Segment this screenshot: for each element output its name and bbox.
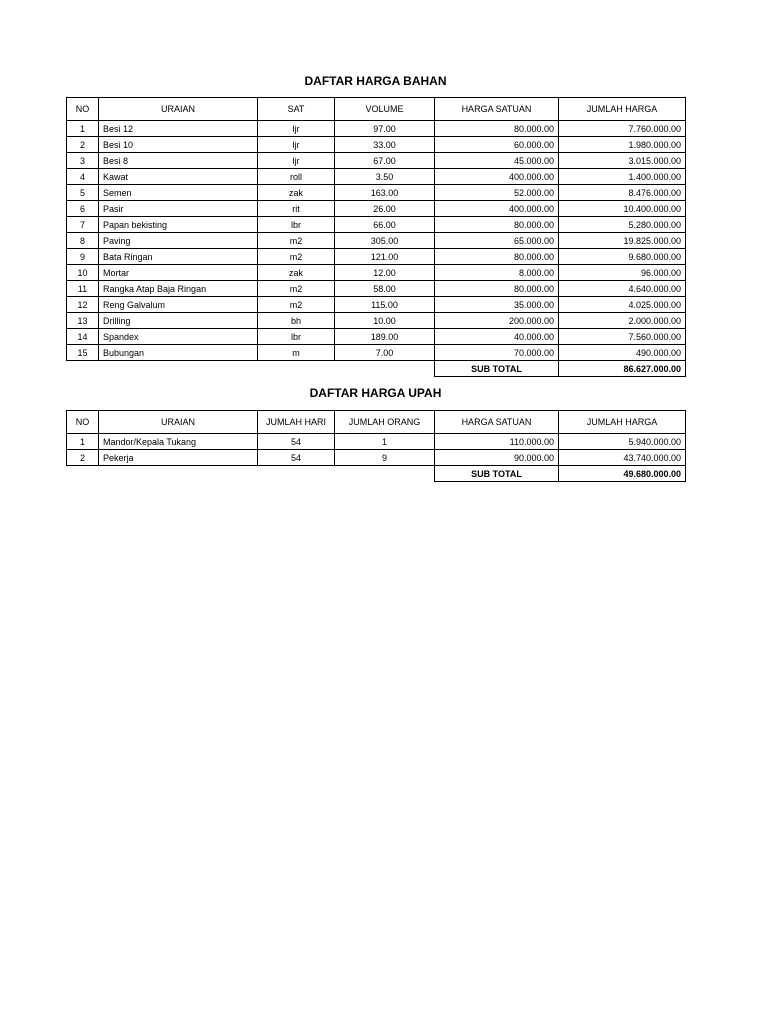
cell-volume: 121.00: [335, 249, 435, 265]
cell-harga-satuan: 80.000.00: [435, 121, 559, 137]
cell-jumlah-harga: 3.015.000.00: [559, 153, 686, 169]
cell-sat: zak: [258, 185, 335, 201]
cell-no: 10: [67, 265, 99, 281]
cell-jumlah-orang: 1: [335, 434, 435, 450]
cell-no: 2: [67, 137, 99, 153]
cell-no: 5: [67, 185, 99, 201]
upah-subtotal-row: [67, 466, 686, 482]
header-uraian: URAIAN: [99, 98, 258, 121]
cell-volume: 66.00: [335, 217, 435, 233]
header-no: NO: [67, 98, 99, 121]
cell-uraian: Kawat: [99, 169, 258, 185]
bahan-subtotal-row: [67, 361, 686, 377]
table-row: [67, 217, 686, 233]
subtotal-value: 49.680.000.00: [559, 466, 686, 482]
cell-uraian: Papan bekisting: [99, 217, 258, 233]
cell-uraian: Bata Ringan: [99, 249, 258, 265]
cell-uraian: Besi 12: [99, 121, 258, 137]
table-row: [67, 265, 686, 281]
subtotal-value: 86.627.000.00: [559, 361, 686, 377]
cell-volume: 26.00: [335, 201, 435, 217]
cell-no: 11: [67, 281, 99, 297]
cell-jumlah-harga: 4.025.000.00: [559, 297, 686, 313]
cell-sat: ljr: [258, 137, 335, 153]
table-row: [67, 313, 686, 329]
cell-jumlah-harga: 2.000.000.00: [559, 313, 686, 329]
cell-no: 7: [67, 217, 99, 233]
cell-jumlah-harga: 5.940.000.00: [559, 434, 686, 450]
cell-no: 1: [67, 434, 99, 450]
table-row: [67, 434, 686, 450]
cell-jumlah-hari: 54: [258, 434, 335, 450]
cell-volume: 97.00: [335, 121, 435, 137]
cell-jumlah-harga: 490.000.00: [559, 345, 686, 361]
cell-harga-satuan: 52.000.00: [435, 185, 559, 201]
cell-jumlah-harga: 4.640.000.00: [559, 281, 686, 297]
cell-no: 1: [67, 121, 99, 137]
cell-no: 8: [67, 233, 99, 249]
cell-volume: 115.00: [335, 297, 435, 313]
cell-harga-satuan: 60.000.00: [435, 137, 559, 153]
table-row: [67, 201, 686, 217]
cell-uraian: Besi 10: [99, 137, 258, 153]
upah-table: [66, 410, 686, 482]
bahan-header-row: [67, 98, 686, 121]
table-row: [67, 121, 686, 137]
cell-harga-satuan: 35.000.00: [435, 297, 559, 313]
header-uraian: URAIAN: [99, 411, 258, 434]
cell-volume: 58.00: [335, 281, 435, 297]
cell-volume: 12.00: [335, 265, 435, 281]
cell-harga-satuan: 400.000.00: [435, 201, 559, 217]
header-jumlah-hari: JUMLAH HARI: [258, 411, 335, 434]
table-row: [67, 345, 686, 361]
cell-volume: 163.00: [335, 185, 435, 201]
cell-jumlah-harga: 5.280.000.00: [559, 217, 686, 233]
header-jumlah-orang: JUMLAH ORANG: [335, 411, 435, 434]
table-row: [67, 249, 686, 265]
cell-harga-satuan: 40.000.00: [435, 329, 559, 345]
cell-jumlah-orang: 9: [335, 450, 435, 466]
cell-sat: m2: [258, 281, 335, 297]
cell-no: 14: [67, 329, 99, 345]
cell-volume: 189.00: [335, 329, 435, 345]
cell-uraian: Drilling: [99, 313, 258, 329]
table-row: [67, 169, 686, 185]
cell-uraian: Mandor/Kepala Tukang: [99, 434, 258, 450]
header-harga-satuan: HARGA SATUAN: [435, 98, 559, 121]
bahan-table: [66, 97, 686, 377]
table-row: [67, 153, 686, 169]
cell-harga-satuan: 80.000.00: [435, 281, 559, 297]
cell-sat: lbr: [258, 329, 335, 345]
cell-uraian: Mortar: [99, 265, 258, 281]
cell-no: 3: [67, 153, 99, 169]
cell-no: 13: [67, 313, 99, 329]
cell-harga-satuan: 90.000.00: [435, 450, 559, 466]
cell-uraian: Pasir: [99, 201, 258, 217]
cell-jumlah-harga: 7.760.000.00: [559, 121, 686, 137]
cell-harga-satuan: 200.000.00: [435, 313, 559, 329]
cell-jumlah-harga: 8.476.000.00: [559, 185, 686, 201]
cell-harga-satuan: 8.000.00: [435, 265, 559, 281]
cell-volume: 305.00: [335, 233, 435, 249]
cell-sat: rit: [258, 201, 335, 217]
table-row: [67, 297, 686, 313]
cell-jumlah-hari: 54: [258, 450, 335, 466]
cell-uraian: Spandex: [99, 329, 258, 345]
cell-jumlah-harga: 96.000.00: [559, 265, 686, 281]
cell-volume: 10.00: [335, 313, 435, 329]
cell-harga-satuan: 80.000.00: [435, 217, 559, 233]
cell-sat: roll: [258, 169, 335, 185]
header-jumlah-harga: JUMLAH HARGA: [559, 411, 686, 434]
cell-no: 12: [67, 297, 99, 313]
header-no: NO: [67, 411, 99, 434]
cell-sat: lbr: [258, 217, 335, 233]
cell-harga-satuan: 70.000.00: [435, 345, 559, 361]
cell-harga-satuan: 45.000.00: [435, 153, 559, 169]
cell-uraian: Rangka Atap Baja Ringan: [99, 281, 258, 297]
cell-no: 4: [67, 169, 99, 185]
cell-sat: m2: [258, 297, 335, 313]
header-sat: SAT: [258, 98, 335, 121]
cell-sat: bh: [258, 313, 335, 329]
cell-jumlah-harga: 10.400.000.00: [559, 201, 686, 217]
cell-harga-satuan: 110.000.00: [435, 434, 559, 450]
cell-jumlah-harga: 19.825.000.00: [559, 233, 686, 249]
cell-uraian: Bubungan: [99, 345, 258, 361]
cell-harga-satuan: 65.000.00: [435, 233, 559, 249]
cell-sat: ljr: [258, 153, 335, 169]
cell-sat: m2: [258, 233, 335, 249]
cell-uraian: Pekerja: [99, 450, 258, 466]
table-row: [67, 281, 686, 297]
cell-no: 9: [67, 249, 99, 265]
cell-no: 6: [67, 201, 99, 217]
subtotal-label: SUB TOTAL: [435, 466, 559, 482]
bahan-title: DAFTAR HARGA BAHAN: [304, 74, 447, 88]
cell-harga-satuan: 400.000.00: [435, 169, 559, 185]
header-volume: VOLUME: [335, 98, 435, 121]
cell-sat: zak: [258, 265, 335, 281]
upah-header-row: [67, 411, 686, 434]
cell-sat: ljr: [258, 121, 335, 137]
cell-no: 2: [67, 450, 99, 466]
cell-volume: 33.00: [335, 137, 435, 153]
cell-uraian: Paving: [99, 233, 258, 249]
subtotal-label: SUB TOTAL: [435, 361, 559, 377]
header-jumlah-harga: JUMLAH HARGA: [559, 98, 686, 121]
cell-jumlah-harga: 43.740.000.00: [559, 450, 686, 466]
cell-sat: m: [258, 345, 335, 361]
cell-uraian: Besi 8: [99, 153, 258, 169]
cell-jumlah-harga: 1.400.000.00: [559, 169, 686, 185]
cell-no: 15: [67, 345, 99, 361]
cell-volume: 67.00: [335, 153, 435, 169]
header-harga-satuan: HARGA SATUAN: [435, 411, 559, 434]
cell-volume: 3.50: [335, 169, 435, 185]
cell-jumlah-harga: 7.560.000.00: [559, 329, 686, 345]
cell-uraian: Semen: [99, 185, 258, 201]
upah-title: DAFTAR HARGA UPAH: [309, 386, 442, 400]
cell-jumlah-harga: 9.680.000.00: [559, 249, 686, 265]
table-row: [67, 450, 686, 466]
table-row: [67, 185, 686, 201]
cell-sat: m2: [258, 249, 335, 265]
table-row: [67, 329, 686, 345]
cell-harga-satuan: 80.000.00: [435, 249, 559, 265]
cell-jumlah-harga: 1.980.000.00: [559, 137, 686, 153]
table-row: [67, 137, 686, 153]
cell-volume: 7.00: [335, 345, 435, 361]
cell-uraian: Reng Galvalum: [99, 297, 258, 313]
table-row: [67, 233, 686, 249]
